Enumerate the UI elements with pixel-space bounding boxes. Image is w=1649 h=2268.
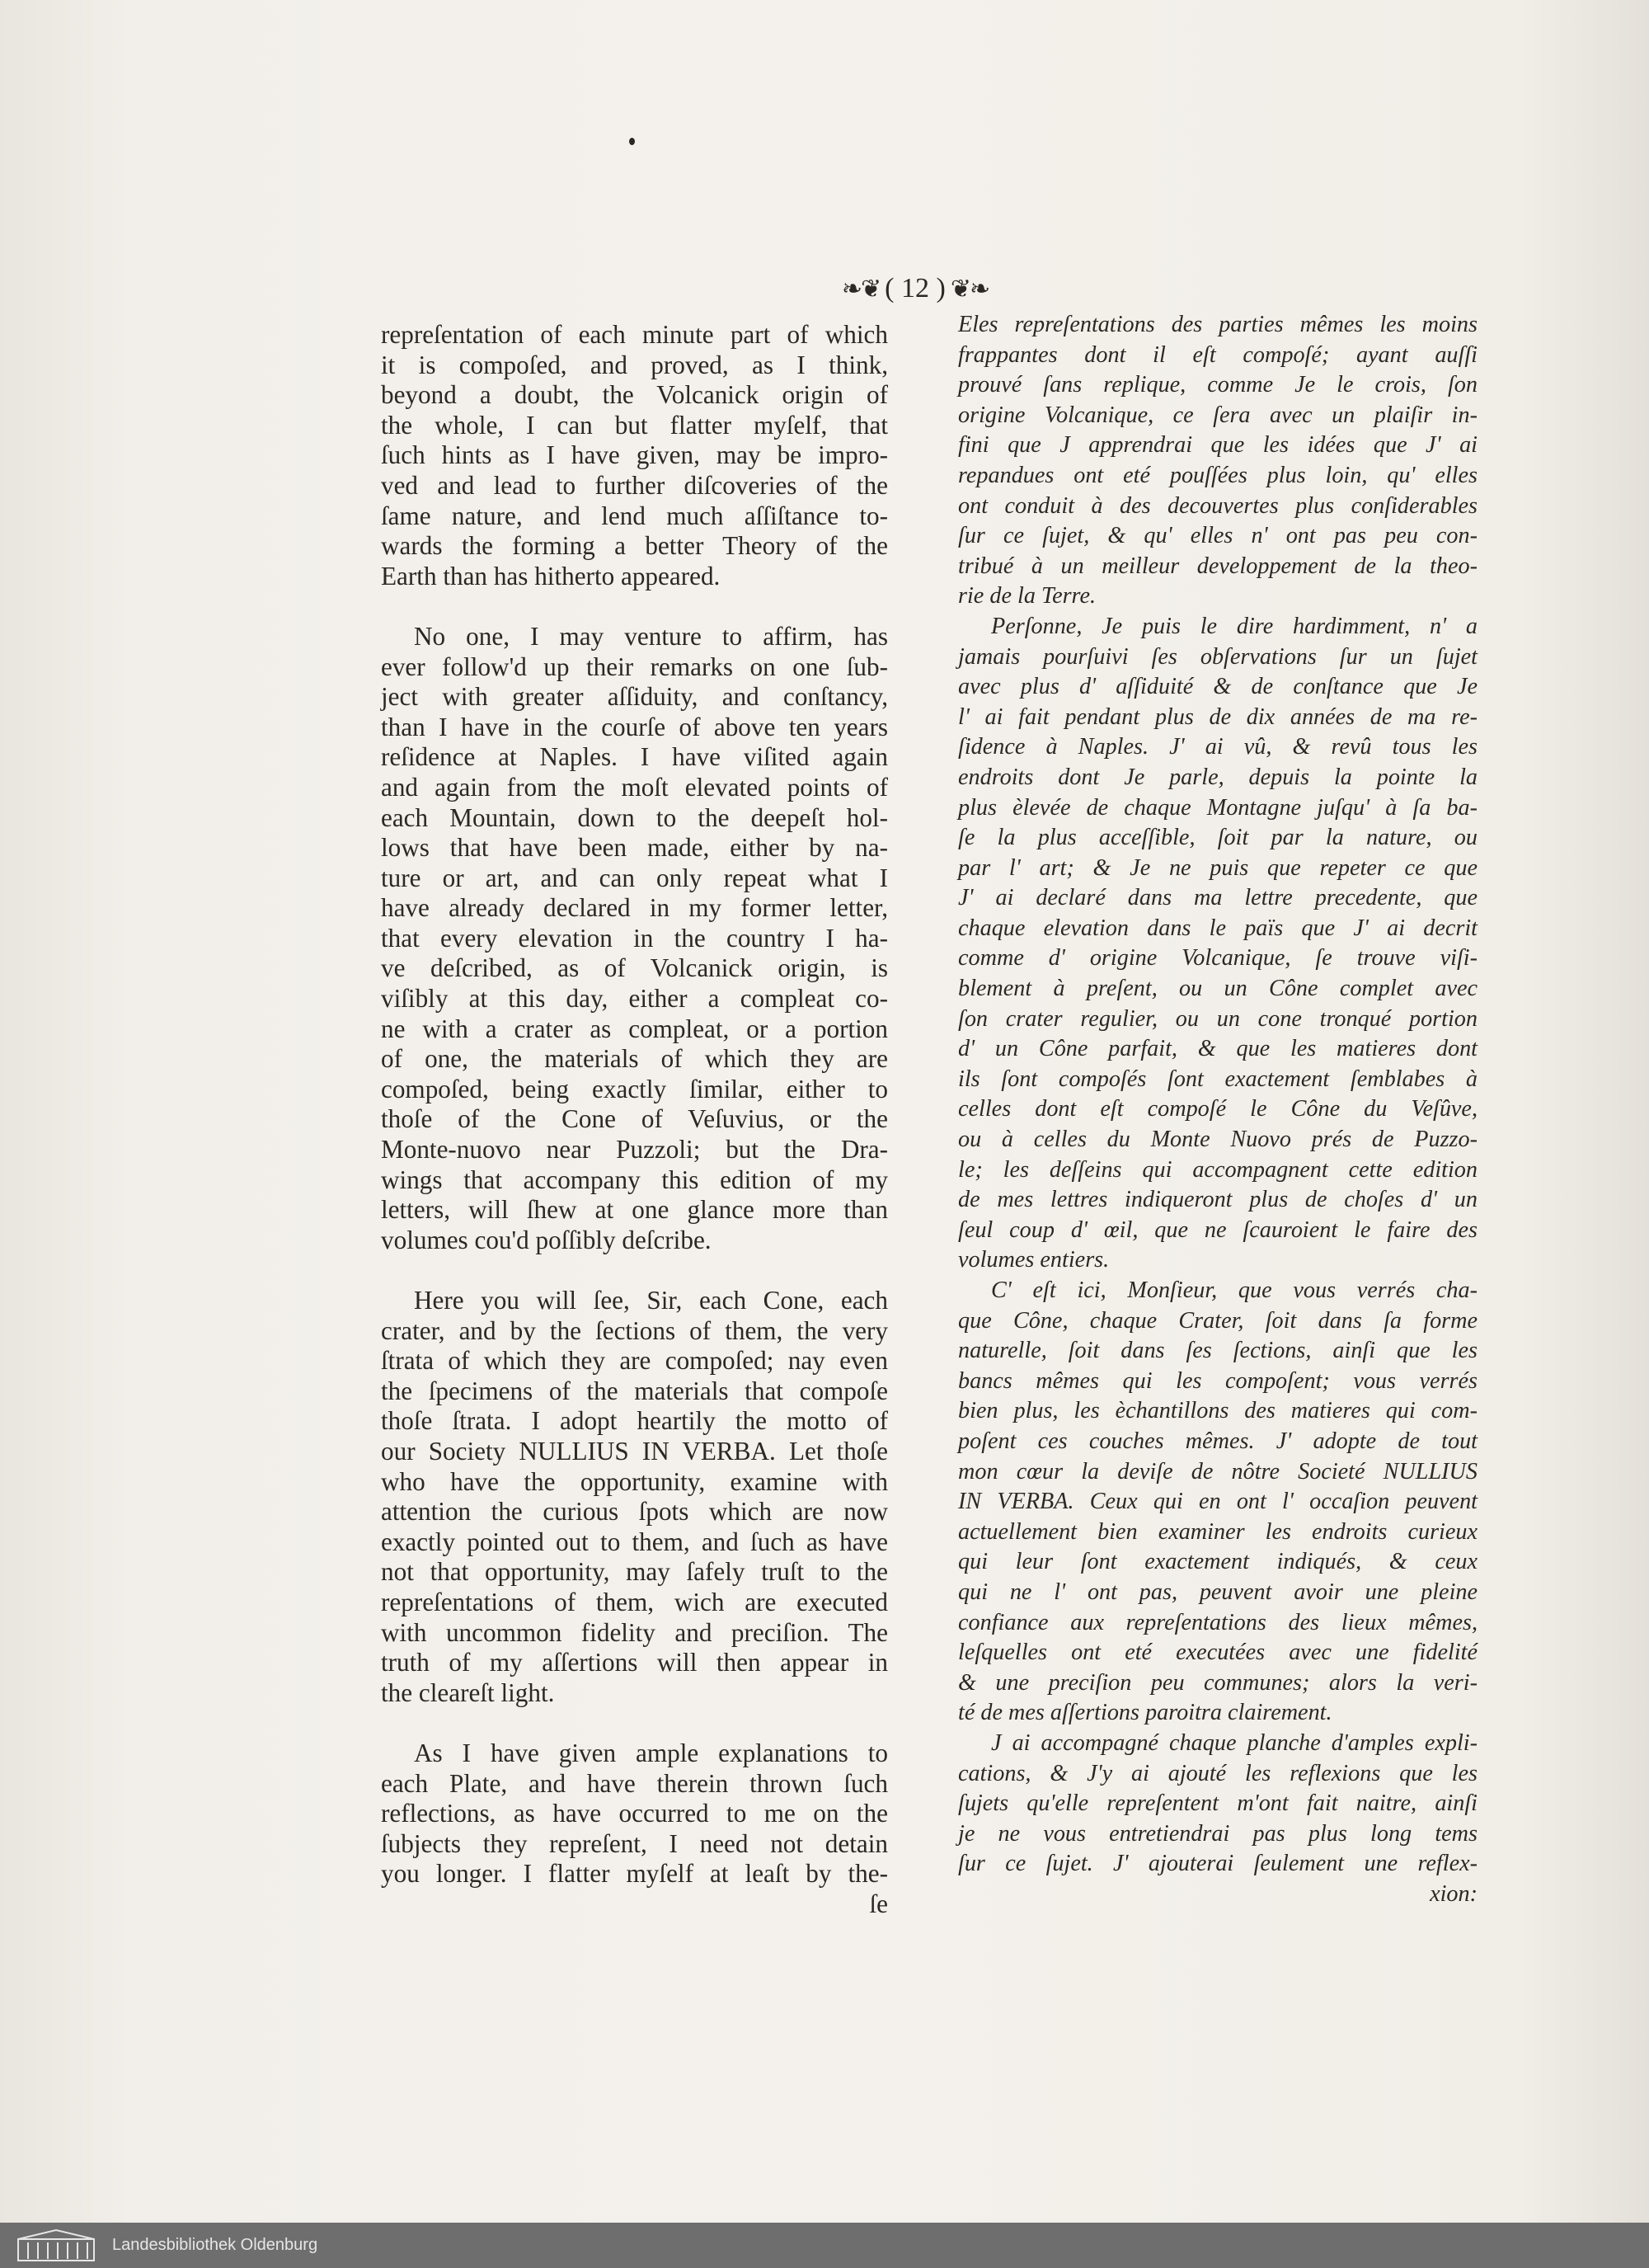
text-line: ne with a crater as compleat, or a portion <box>381 1014 888 1043</box>
text-line: ever follow'd up their remarks on one ſub- <box>381 652 888 681</box>
text-line: prouvé ſans replique, comme Je le crois, ſon <box>958 372 1478 398</box>
text-line: ou à celles du Monte Nuovo prés de Puzzo- <box>958 1127 1478 1153</box>
text-line: C' eſt ici, Monſieur, que vous verrés cha- <box>991 1278 1478 1303</box>
text-line: attention the curious ſpots which are now <box>381 1497 888 1527</box>
text-line: our Society NULLIUS IN VERBA. Let thoſe <box>381 1436 888 1466</box>
text-line: bancs mêmes qui les compoſent; vous verrés <box>958 1367 1478 1394</box>
text-line: Eles repreſentations des parties mêmes les moins <box>958 312 1478 337</box>
text-line: that every elevation in the country I ha- <box>381 923 888 953</box>
text-line: & une preciſion peu communes; alors la veri- <box>958 1669 1478 1696</box>
text-line: No one, I may venture to affirm, has <box>414 621 888 651</box>
text-line: le; les deſſeins qui accompagnent cette edition <box>958 1156 1478 1183</box>
text-line: with uncommon fidelity and preciſion. The <box>381 1617 888 1647</box>
text-line: que Cône, chaque Crater, ſoit dans ſa forme <box>958 1307 1478 1334</box>
text-line: Earth than has hitherto appeared. <box>381 561 721 591</box>
text-line: ont conduit à des decouvertes plus conſiderables <box>958 492 1478 519</box>
text-line: poſent ces couches mêmes. J' adopte de tout <box>958 1428 1478 1454</box>
text-line: exactly pointed out to them, and ſuch as have <box>381 1527 888 1556</box>
text-line: comme d' origine Volcanique, ſe trouve viſi- <box>958 945 1478 972</box>
text-line: each Mountain, down to the deepeſt hol- <box>381 802 888 832</box>
text-line: Perſonne, Je puis le dire hardimment, n' a <box>991 613 1478 639</box>
text-line: you longer. I flatter myſelf at leaſt by the- <box>381 1859 888 1889</box>
text-line: the whole, I can but flatter myſelf, that <box>381 410 888 440</box>
text-line: Here you will ſee, Sir, each Cone, each <box>414 1286 888 1315</box>
text-line: té de mes aſſertions paroitra clairement. <box>958 1700 1332 1726</box>
text-line: ture or art, and can only repeat what I <box>381 863 888 892</box>
text-line: repreſentation of each minute part of which <box>381 320 888 349</box>
text-line: ſidence à Naples. J' ai vû, & revû tous les <box>958 734 1478 760</box>
text-line: ſeul coup d' œil, que ne ſcauroient le faire des <box>958 1216 1478 1243</box>
text-line: repreſentations of them, wich are executed <box>381 1587 888 1616</box>
text-line: of one, the materials of which they are <box>381 1044 888 1074</box>
catchword: ſe <box>869 1889 888 1918</box>
ornament-left-icon: ❧❦ <box>841 275 881 303</box>
page-header <box>824 268 1006 309</box>
text-line: and again from the moſt elevated points of <box>381 772 888 802</box>
text-line: ſuch hints as I have given, may be impro- <box>381 440 888 470</box>
ink-speck <box>629 138 635 145</box>
text-line: leſquelles ont eté executées avec une fidelité <box>958 1640 1478 1666</box>
text-line: par l' art; & Je ne puis que repeter ce que <box>958 854 1478 881</box>
text-line: ſe la plus acceſſible, ſoit par la nature, ou <box>958 825 1478 851</box>
text-line: de mes lettres indiqueront plus de choſes d' un <box>958 1187 1478 1213</box>
french-column <box>958 310 1478 1909</box>
text-line: beyond a doubt, the Volcanick origin of <box>381 380 888 410</box>
text-line: fini que J apprendrai que les idées que J' ai <box>958 432 1478 459</box>
text-line: As I have given ample explanations to <box>414 1738 888 1767</box>
text-line: ſujets qu'elle repreſentent m'ont fait naitre, ainſi <box>958 1790 1478 1817</box>
paragraph-gap <box>381 1255 888 1286</box>
text-line: ved and lead to further diſcoveries of the <box>381 470 888 500</box>
text-line: thoſe ſtrata. I adopt heartily the motto of <box>381 1406 888 1436</box>
english-column <box>381 320 888 1919</box>
text-line: endroits dont Je parle, depuis la pointe la <box>958 764 1478 790</box>
text-line: ſur ce ſujet, & qu' elles n' ont pas peu con- <box>958 523 1478 549</box>
text-line: tribué à un meilleur developpement de la theo- <box>958 553 1478 579</box>
text-line: origine Volcanique, ce ſera avec un plaiſir in- <box>958 402 1478 428</box>
text-line: wards the forming a better Theory of the <box>381 531 888 561</box>
text-line: volumes entiers. <box>958 1247 1110 1273</box>
text-line: reflections, as have occurred to me on the <box>381 1799 888 1828</box>
text-line: J' ai declaré dans ma lettre precedente, que <box>958 885 1478 911</box>
catchword: xion: <box>1430 1880 1478 1907</box>
text-line: je ne vous entretiendrai pas plus long tems <box>958 1820 1478 1847</box>
text-line: l' ai fait pendant plus de dix années de ma re- <box>958 703 1478 730</box>
text-line: than I have in the courſe of above ten years <box>381 712 888 741</box>
text-line: ject with greater aſſiduity, and conſtancy, <box>381 682 888 712</box>
text-line: the cleareſt light. <box>381 1677 555 1707</box>
text-line: have already declared in my former letter, <box>381 893 888 923</box>
library-name: Landesbibliothek Oldenburg <box>112 2236 318 2254</box>
text-line: ve deſcribed, as of Volcanick origin, is <box>381 953 888 983</box>
text-line: viſibly at this day, either a compleat co- <box>381 984 888 1014</box>
text-line: each Plate, and have therein thrown ſuch <box>381 1768 888 1798</box>
text-line: naturelle, ſoit dans ſes ſections, ainſi que les <box>958 1338 1478 1364</box>
text-line: ſon crater regulier, ou un cone tronqué portion <box>958 1005 1478 1032</box>
text-line: crater, and by the ſections of them, the very <box>381 1315 888 1345</box>
text-line: confiance aux repreſentations des lieux mêmes, <box>958 1609 1478 1635</box>
text-line: actuellement bien examiner les endroits curieux <box>958 1518 1478 1545</box>
ornament-right-icon: ❦❧ <box>950 275 989 303</box>
text-line: ſur ce ſujet. J' ajouterai ſeulement une reflex- <box>958 1851 1478 1877</box>
text-line: who have the opportunity, examine with <box>381 1466 888 1496</box>
text-line: volumes cou'd poſſibly deſcribe. <box>381 1225 712 1254</box>
text-line: qui ne l' ont pas, peuvent avoir une pleine <box>958 1579 1478 1605</box>
text-line: reſidence at Naples. I have viſited again <box>381 742 888 772</box>
text-line: ils ſont compoſés ſont exactement ſemblabes à <box>958 1066 1478 1092</box>
text-line: thoſe of the Cone of Veſuvius, or the <box>381 1104 888 1134</box>
text-line: J ai accompagné chaque planche d'amples expli- <box>991 1729 1478 1756</box>
text-line: bien plus, les èchantillons des matieres qui com- <box>958 1398 1478 1424</box>
text-line: it is compoſed, and proved, as I think, <box>381 350 888 379</box>
text-line: wings that accompany this edition of my <box>381 1165 888 1194</box>
text-line: frappantes dont il eſt compoſé; ayant auſſi <box>958 341 1478 368</box>
paragraph-gap <box>381 591 888 622</box>
library-footer <box>0 2223 1649 2268</box>
text-line: rie de la Terre. <box>958 583 1097 609</box>
text-line: repandues ont eté pouſſées plus loin, qu' elles <box>958 462 1478 488</box>
text-line: jamais pourſuivi ſes obſervations ſur un ſujet <box>958 643 1478 670</box>
text-line: truth of my aſſertions will then appear in <box>381 1648 888 1677</box>
text-line: not that opportunity, may ſafely truſt to the <box>381 1557 888 1587</box>
text-line: d' un Cône parfait, & que les matieres dont <box>958 1036 1478 1062</box>
text-line: ſtrata of which they are compoſed; nay even <box>381 1346 888 1376</box>
text-line: ſame nature, and lend much aſſiſtance to- <box>381 501 888 530</box>
paragraph-gap <box>381 1708 888 1739</box>
text-line: Monte-nuovo near Puzzoli; but the Dra- <box>381 1135 888 1165</box>
text-line: cations, & J'y ai ajouté les reflexions que les <box>958 1760 1478 1786</box>
text-line: chaque elevation dans le païs que J' ai decrit <box>958 915 1478 941</box>
text-line: celles dont eſt compoſé le Cône du Veſûve, <box>958 1096 1478 1122</box>
text-line: the ſpecimens of the materials that compoſe <box>381 1376 888 1405</box>
text-line: ſubjects they repreſent, I need not detain <box>381 1828 888 1858</box>
library-building-icon <box>15 2228 97 2264</box>
text-line: mon cœur la deviſe de nôtre Societé NULLIUS <box>958 1458 1478 1485</box>
text-line: letters, will ſhew at one glance more than <box>381 1195 888 1225</box>
text-line: lows that have been made, either by na- <box>381 833 888 863</box>
text-line: avec plus d' aſſiduité & de conſtance que Je <box>958 674 1478 700</box>
page-number: ( 12 ) <box>885 273 946 303</box>
text-line: compoſed, being exactly ſimilar, either to <box>381 1074 888 1103</box>
text-line: IN VERBA. Ceux qui en ont l' occaſion peuvent <box>958 1489 1478 1515</box>
text-line: plus èlevée de chaque Montagne juſqu' à ſa ba- <box>958 794 1478 821</box>
text-line: qui leur ſont exactement indiqués, & ceux <box>958 1549 1478 1575</box>
text-line: blement à preſent, ou un Cône complet avec <box>958 976 1478 1002</box>
